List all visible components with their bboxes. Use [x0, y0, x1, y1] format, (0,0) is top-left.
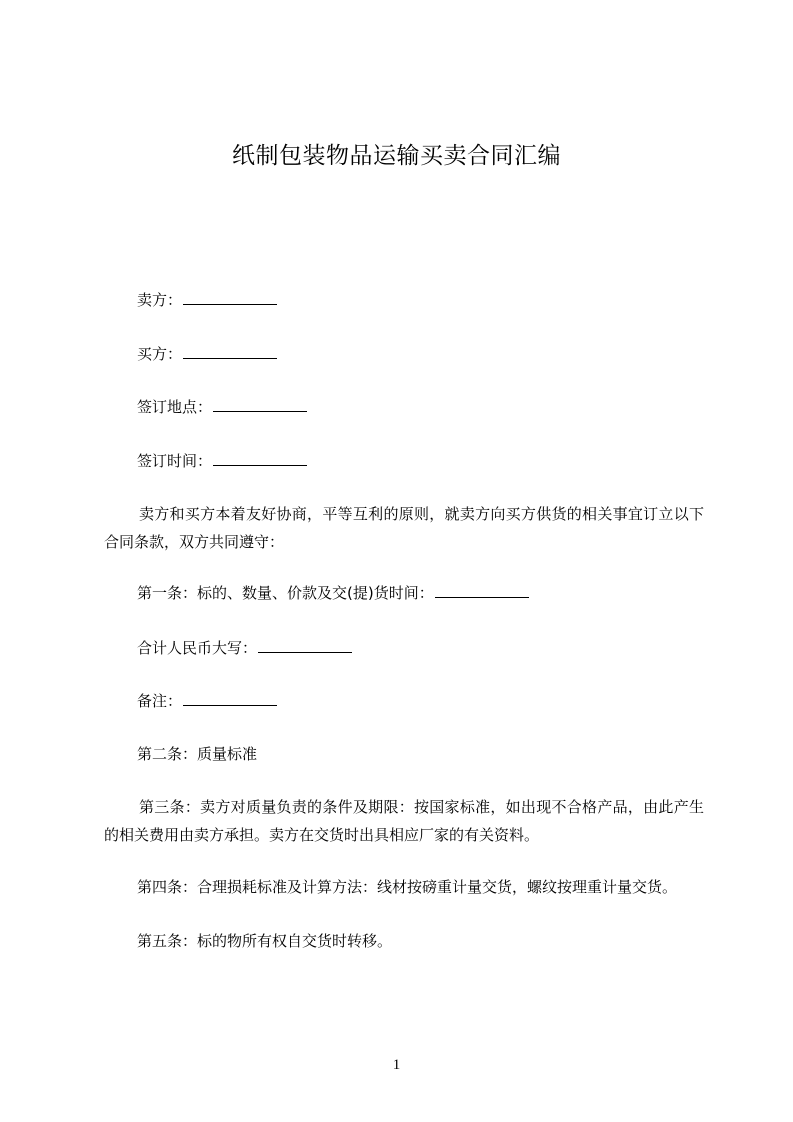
note-label: 备注：: [137, 692, 183, 710]
signing-place-field: [137, 396, 307, 418]
buyer-label: 买方：: [137, 345, 183, 363]
total-amount-blank: [258, 638, 352, 653]
note-field: [137, 690, 277, 712]
clause-2: 第二条：质量标准: [137, 745, 258, 763]
clause-1: [137, 582, 529, 604]
seller-label: 卖方：: [137, 291, 183, 309]
intro-paragraph: 卖方和买方本着友好协商，平等互利的原则，就卖方向买方供货的相关事宜订立以下合同条款，双方共同遵守：: [104, 505, 704, 551]
buyer-field: [137, 343, 277, 365]
page-number: 1: [392, 1057, 401, 1073]
clause-5: 第五条：标的物所有权自交货时转移。: [137, 932, 393, 950]
clause-4: 第四条：合理损耗标准及计算方法：线材按磅重计量交货，螺纹按理重计量交货。: [137, 878, 678, 896]
signing-place-label: 签订地点：: [137, 398, 213, 416]
clause-1-blank: [435, 583, 529, 598]
signing-place-blank: [213, 397, 307, 412]
seller-field: [137, 289, 277, 311]
signing-time-blank: [213, 451, 307, 466]
buyer-blank: [183, 344, 277, 359]
clause-1-label: 第一条：标的、数量、价款及交(提)货时间：: [137, 584, 434, 602]
total-amount-field: [137, 637, 352, 659]
seller-blank: [183, 290, 277, 305]
signing-time-field: [137, 450, 307, 472]
signing-time-label: 签订时间：: [137, 452, 213, 470]
clause-3: 第三条：卖方对质量负责的条件及期限：按国家标准，如出现不合格产品，由此产生的相关费用由卖方承担。卖方在交货时出具相应厂家的有关资料。: [104, 798, 704, 844]
total-amount-label: 合计人民币大写：: [137, 639, 258, 657]
note-blank: [183, 691, 277, 706]
document-title: 纸制包装物品运输买卖合同汇编: [232, 143, 561, 169]
